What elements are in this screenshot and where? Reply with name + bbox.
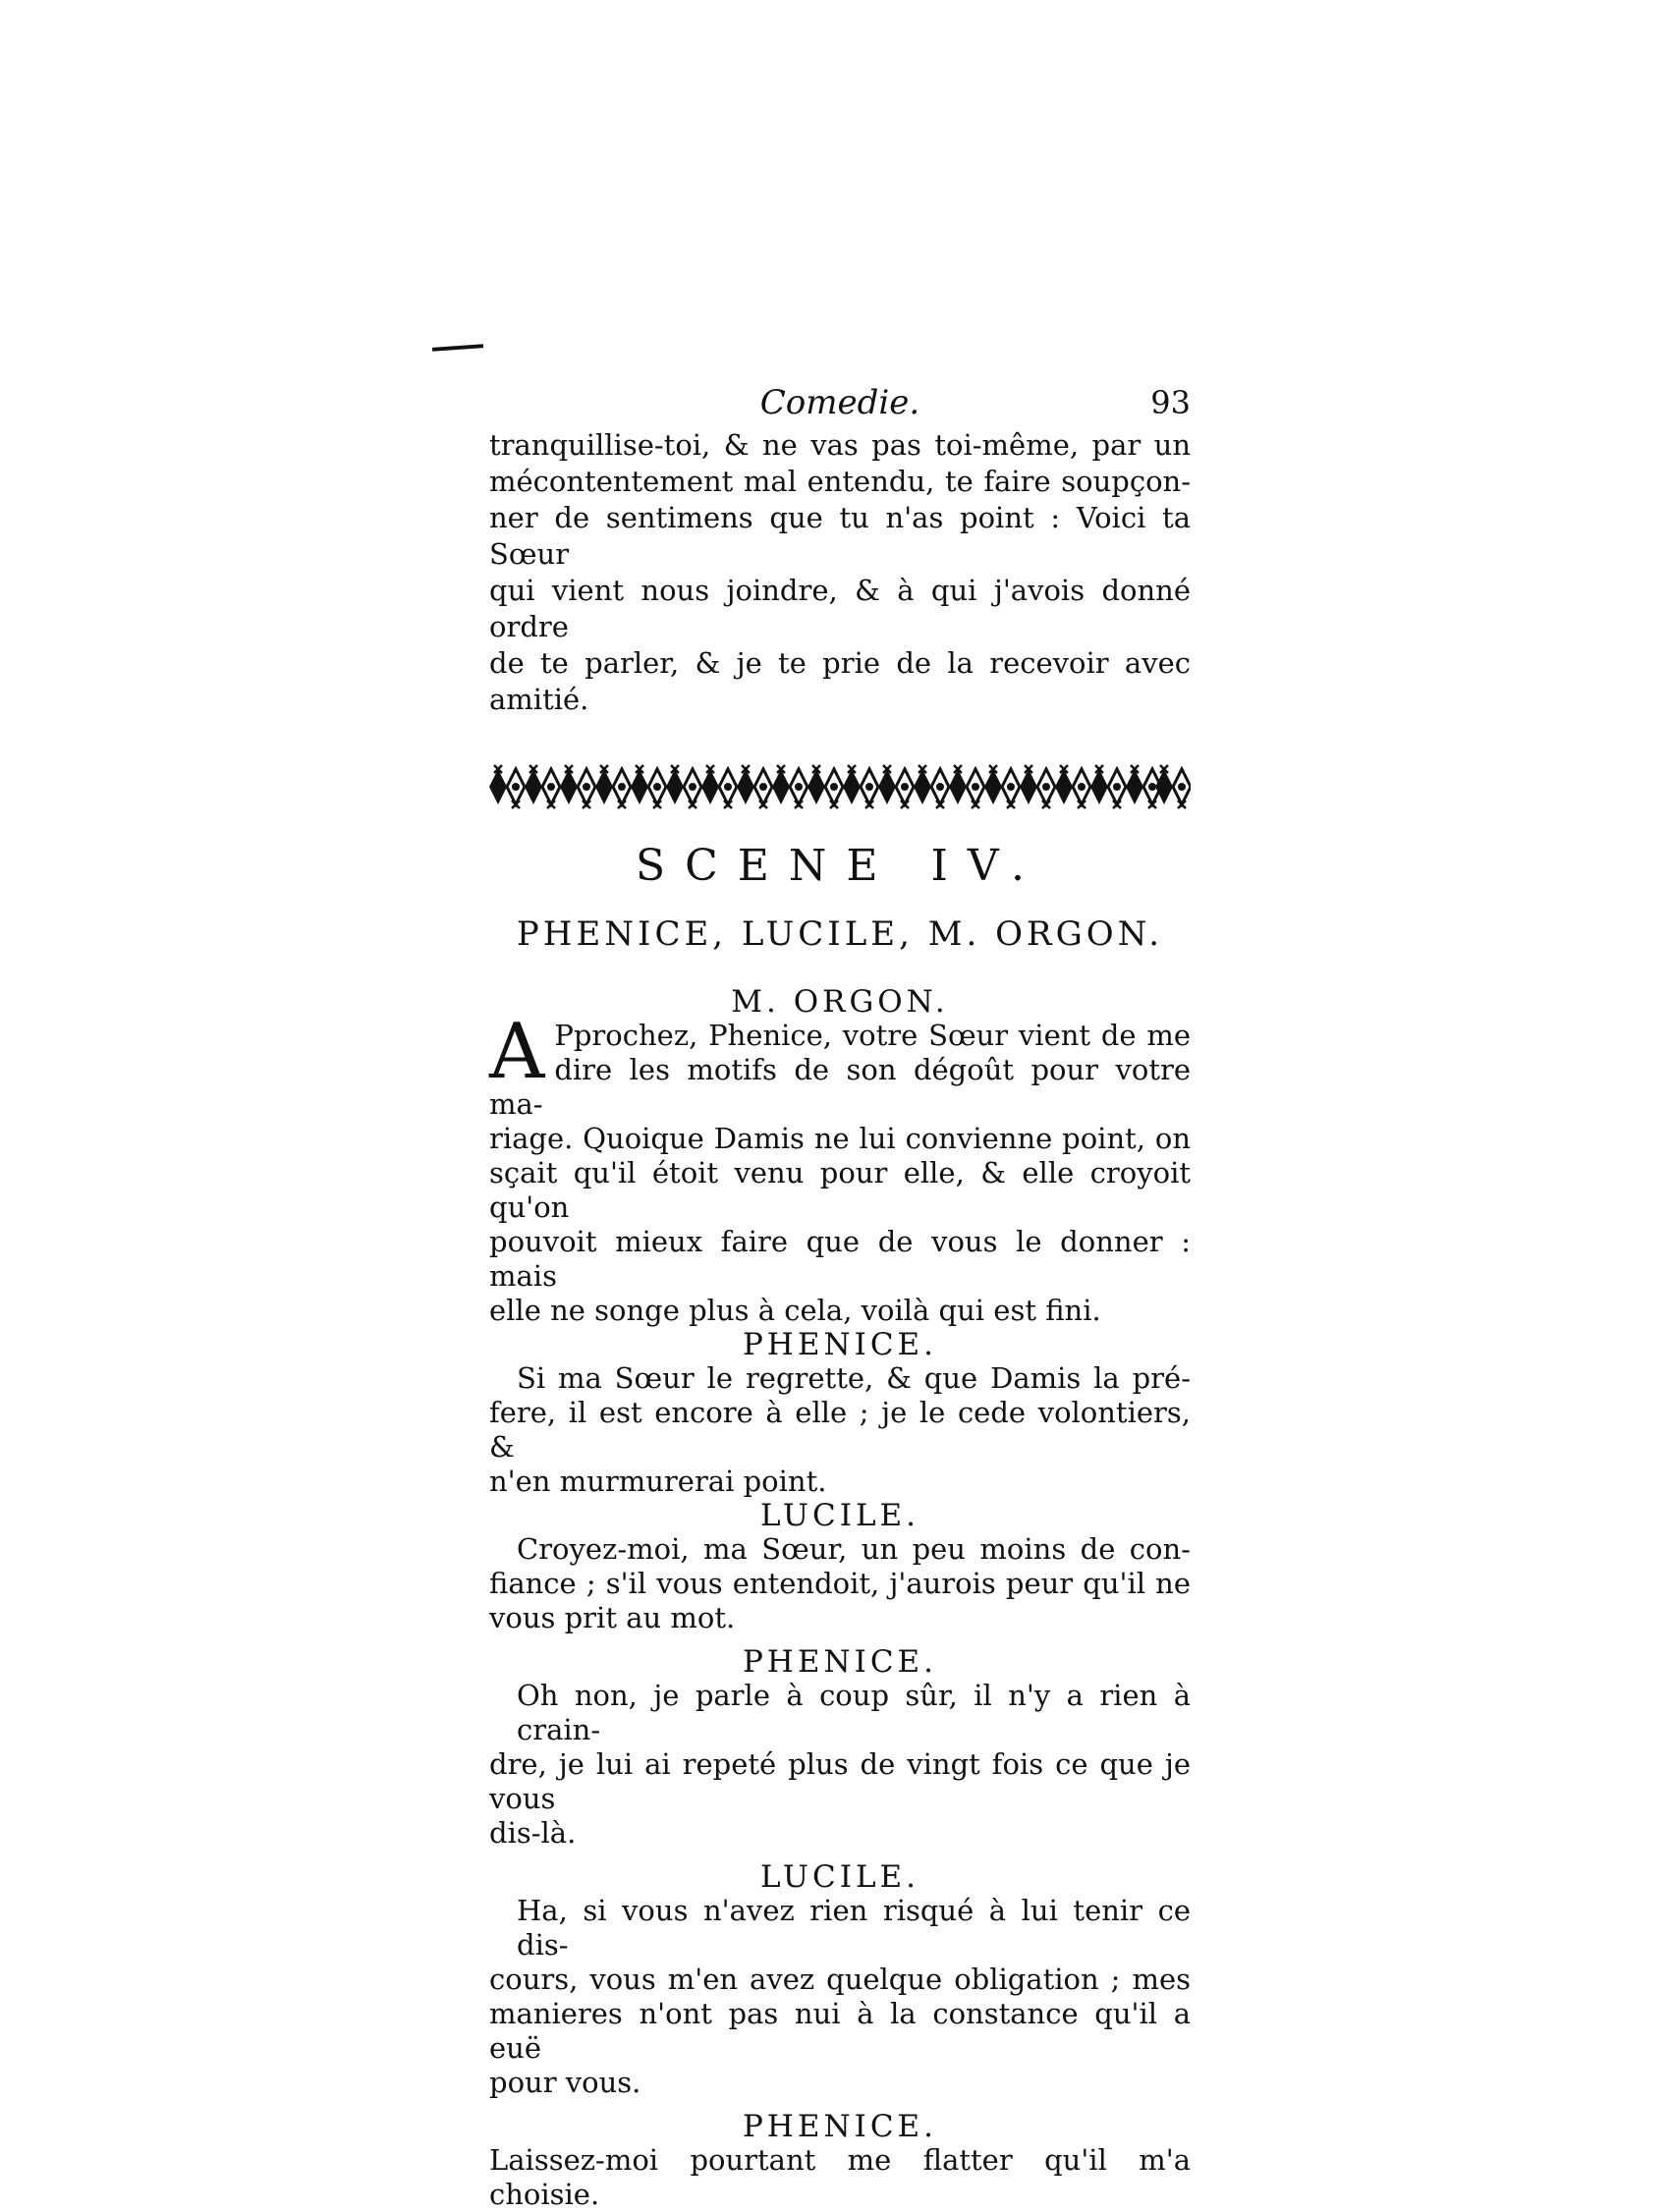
- prose-line: ner de sentimens que tu n'as point : Voici ta Sœur: [489, 501, 1191, 571]
- speech-line: fere, il est encore à elle ; je le cede volontiers, &: [489, 1396, 1191, 1464]
- speech-line: Ha, si vous n'avez rien risqué à lui tenir ce dis-: [517, 1894, 1191, 1962]
- speech-line: dre, je lui ai repeté plus de vingt fois ce que je vous: [489, 1747, 1191, 1815]
- speech-line: Oh non, je parle à coup sûr, il n'y a rien à crain-: [517, 1679, 1191, 1746]
- margin-mark: [432, 344, 483, 352]
- speech-line: vous prit au mot.: [489, 1601, 736, 1634]
- prose-line: qui vient nous joindre, & à qui j'avois donné ordre: [489, 574, 1191, 643]
- speaker-name: M. ORGON.: [731, 984, 949, 1020]
- running-head: [489, 378, 1191, 427]
- page-number: 93: [1150, 384, 1191, 421]
- running-title: Comedie.: [759, 383, 920, 422]
- speech-line: pouvoit mieux faire que de vous le donner : mais: [489, 1225, 1191, 1293]
- speaker-name: PHENICE.: [742, 1327, 938, 1362]
- speech-line: sçait qu'il étoit venu pour elle, & elle croyoit qu'on: [489, 1156, 1191, 1224]
- speech-line: Pprochez, Phenice, votre Sœur vient de me: [554, 1019, 1191, 1052]
- speech-line: dis-là.: [489, 1816, 577, 1850]
- speech-line: pour vous.: [489, 2066, 641, 2099]
- speech-line: Laissez-moi pourtant me flatter qu'il m'a choisie.: [489, 2143, 1191, 2211]
- speaker-name: PHENICE.: [742, 1644, 938, 1680]
- speech: [489, 1008, 1191, 1328]
- speech-line: Si ma Sœur le regrette, & que Damis la pré-: [517, 1361, 1191, 1395]
- speech-line: fiance ; s'il vous entendoit, j'aurois peur qu'il ne: [489, 1567, 1191, 1600]
- speech-line: Croyez-moi, ma Sœur, un peu moins de con-: [517, 1532, 1191, 1566]
- prose-line: mécontentement mal entendu, te faire soupçon-: [489, 465, 1191, 498]
- decorative-ornament-band: [489, 761, 1191, 812]
- prose-line: tranquillise-toi, & ne vas pas toi-même, par un: [489, 428, 1191, 462]
- speech-line: manieres n'ont pas nui à la constance qu'il a euë: [489, 1997, 1191, 2065]
- speech: [489, 1361, 1191, 1499]
- speech: [489, 1679, 1191, 1851]
- speaker-name: LUCILE.: [759, 1498, 920, 1533]
- speech-line: dire les motifs de son dégoût pour votre ma-: [489, 1053, 1191, 1121]
- speech: [489, 1894, 1191, 2100]
- speech-line: cours, vous m'en avez quelque obligation ; mes: [489, 1963, 1191, 1996]
- speech: [489, 2143, 1191, 2212]
- speech-line: riage. Quoique Damis ne lui convienne point, on: [489, 1122, 1191, 1155]
- text-block: [489, 378, 1191, 2212]
- speaker-name: PHENICE.: [742, 2109, 938, 2144]
- continued-speech: [489, 427, 1191, 718]
- cast-list: PHENICE, LUCILE, M. ORGON.: [516, 914, 1164, 954]
- speech-line: elle ne songe plus à cela, voilà qui est fini.: [489, 1294, 1101, 1327]
- scene-title: SCENE IV.: [636, 841, 1044, 891]
- speech: [489, 1532, 1191, 1635]
- drop-cap: A: [489, 1008, 545, 1096]
- speaker-name: LUCILE.: [759, 1859, 920, 1895]
- speech-line: n'en murmurerai point.: [489, 1465, 827, 1498]
- prose-line: de te parler, & je te prie de la recevoir avec amitié.: [489, 646, 1191, 716]
